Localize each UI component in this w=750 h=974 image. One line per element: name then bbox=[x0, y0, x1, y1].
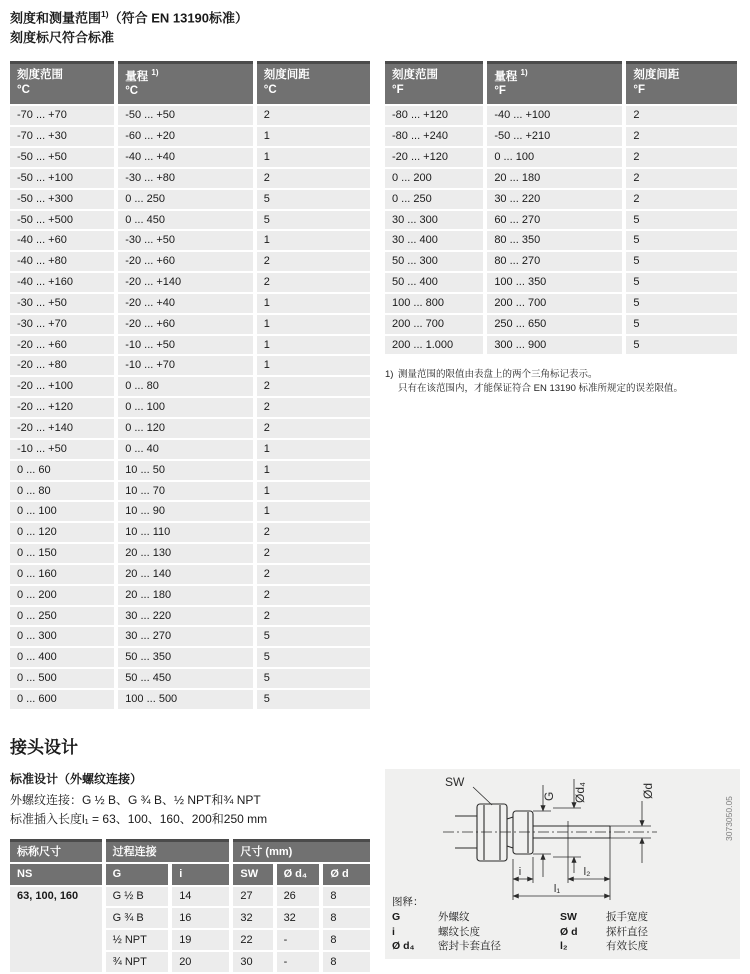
table-cell: -70 ... +30 bbox=[10, 126, 116, 147]
table-cell: 1 bbox=[255, 293, 370, 314]
table-cell: -10 ... +50 bbox=[116, 335, 255, 356]
table-row bbox=[10, 585, 370, 606]
table-row bbox=[10, 314, 370, 335]
table-cell: 30 bbox=[231, 951, 274, 973]
table-cell: 2 bbox=[255, 168, 370, 189]
table-cell: -60 ... +20 bbox=[116, 126, 255, 147]
table-cell: 1 bbox=[255, 501, 370, 522]
col-header-measuring-range: 量程 $^{1)}$ °F bbox=[485, 62, 624, 105]
table-cell: 2 bbox=[255, 397, 370, 418]
table-cell: 5 bbox=[624, 251, 737, 272]
table-row bbox=[385, 105, 737, 126]
table-cell: G ½ B bbox=[104, 886, 171, 908]
table-cell: 0 ... 120 bbox=[10, 522, 116, 543]
table-cell: 5 bbox=[255, 210, 370, 231]
table-cell: -20 ... +60 bbox=[116, 251, 255, 272]
table-row bbox=[10, 564, 370, 585]
table-cell: 0 ... 300 bbox=[10, 626, 116, 647]
table-cell: 2 bbox=[624, 189, 737, 210]
table-row bbox=[10, 668, 370, 689]
table-cell: -40 ... +40 bbox=[116, 147, 255, 168]
table-cell: 100 ... 350 bbox=[485, 272, 624, 293]
table-cell: 2 bbox=[255, 418, 370, 439]
fahrenheit-column bbox=[385, 61, 737, 396]
table-cell: 50 ... 450 bbox=[116, 668, 255, 689]
table-cell: 100 ... 800 bbox=[385, 293, 485, 314]
table-cell: 8 bbox=[321, 951, 370, 973]
connection-text-and-table bbox=[10, 771, 370, 974]
table-cell: -20 ... +40 bbox=[116, 293, 255, 314]
table-cell: 8 bbox=[321, 886, 370, 908]
sub-header-g: G bbox=[104, 863, 171, 885]
page-title-text: 刻度和测量范围 bbox=[10, 10, 102, 26]
table-cell: -30 ... +50 bbox=[116, 230, 255, 251]
table-cell: 200 ... 700 bbox=[485, 293, 624, 314]
table-cell: -20 ... +140 bbox=[116, 272, 255, 293]
table-cell: -20 ... +60 bbox=[10, 335, 116, 356]
table-row bbox=[10, 168, 370, 189]
table-row bbox=[10, 606, 370, 627]
legend-item: i 螺纹长度 bbox=[392, 925, 480, 938]
section-heading-connection-design: 接头设计 bbox=[10, 737, 78, 757]
table-cell: -30 ... +70 bbox=[10, 314, 116, 335]
group-header-process-connection: 过程连接 bbox=[104, 841, 232, 864]
table-row bbox=[10, 886, 370, 908]
celsius-table-wrap bbox=[10, 61, 370, 711]
table-cell: 10 ... 50 bbox=[116, 460, 255, 481]
table-cell: 2 bbox=[255, 522, 370, 543]
table-cell: 22 bbox=[231, 929, 274, 951]
table-row bbox=[10, 272, 370, 293]
table-cell: -30 ... +80 bbox=[116, 168, 255, 189]
legend-item: SW 扳手宽度 bbox=[560, 911, 648, 924]
celsius-header-row bbox=[10, 62, 370, 105]
drawing-label-l1: l₁ bbox=[553, 882, 561, 895]
table-row bbox=[385, 251, 737, 272]
legend-item: Ø d 探杆直径 bbox=[560, 925, 648, 938]
table-cell: 1 bbox=[255, 439, 370, 460]
table-cell: 2 bbox=[255, 543, 370, 564]
table-cell: -50 ... +100 bbox=[10, 168, 116, 189]
page-title-standard: （符合 EN 13190标准） bbox=[108, 10, 249, 26]
table-row bbox=[10, 210, 370, 231]
table-row bbox=[10, 626, 370, 647]
drawing-panel bbox=[385, 769, 740, 959]
table-cell: 20 ... 140 bbox=[116, 564, 255, 585]
sub-header-sw: SW bbox=[231, 863, 274, 885]
table-cell: 300 ... 900 bbox=[485, 335, 624, 356]
standard-design-subheading: 标准设计（外螺纹连接） bbox=[10, 771, 143, 786]
table-row bbox=[10, 126, 370, 147]
table-cell: -20 ... +120 bbox=[385, 147, 485, 168]
table-cell: 60 ... 270 bbox=[485, 210, 624, 231]
legend-column-1 bbox=[392, 910, 560, 953]
table-row bbox=[10, 418, 370, 439]
table-row bbox=[10, 543, 370, 564]
table-row bbox=[10, 501, 370, 522]
col-header-scale-range: 刻度范围 °F bbox=[385, 62, 485, 105]
table-row bbox=[10, 335, 370, 356]
table-row bbox=[10, 230, 370, 251]
celsius-table bbox=[10, 61, 370, 711]
table-cell: -50 ... +50 bbox=[116, 105, 255, 126]
table-cell: 0 ... 80 bbox=[10, 481, 116, 502]
table-cell: -40 ... +60 bbox=[10, 230, 116, 251]
table-cell: 20 ... 180 bbox=[116, 585, 255, 606]
table-cell: -20 ... +60 bbox=[116, 314, 255, 335]
table-cell: 2 bbox=[255, 564, 370, 585]
table-cell: 0 ... 100 bbox=[116, 397, 255, 418]
table-cell: 5 bbox=[624, 230, 737, 251]
table-cell: 2 bbox=[255, 585, 370, 606]
drawing-label-l2: l₂ bbox=[583, 865, 591, 878]
table-cell: ½ NPT bbox=[104, 929, 171, 951]
table-cell: 0 ... 600 bbox=[10, 689, 116, 710]
table-cell: 5 bbox=[255, 647, 370, 668]
legend-title: 图释： bbox=[392, 895, 424, 908]
table-cell: 30 ... 300 bbox=[385, 210, 485, 231]
table-cell: 2 bbox=[255, 606, 370, 627]
table-cell: 0 ... 80 bbox=[116, 376, 255, 397]
table-row bbox=[10, 189, 370, 210]
table-cell: 30 ... 400 bbox=[385, 230, 485, 251]
table-cell: -20 ... +120 bbox=[10, 397, 116, 418]
fahrenheit-header-row bbox=[385, 62, 737, 105]
drawing-label-i: i bbox=[518, 865, 522, 878]
table-cell: 0 ... 150 bbox=[10, 543, 116, 564]
table-cell: 0 ... 120 bbox=[116, 418, 255, 439]
legend-item: l₂ 有效长度 bbox=[560, 940, 648, 953]
nominal-size-cell: 63, 100, 160 bbox=[10, 886, 104, 973]
part-number: 3073050.05 bbox=[724, 795, 734, 841]
table-cell: 26 bbox=[275, 886, 322, 908]
footnote-line-2: 只有在该范围内，才能保证符合 EN 13190 标准所规定的误差限值。 bbox=[398, 383, 684, 395]
table-cell: 2 bbox=[624, 147, 737, 168]
table-cell: 50 ... 400 bbox=[385, 272, 485, 293]
table-cell: 1 bbox=[255, 460, 370, 481]
dimensions-group-header-row bbox=[10, 841, 370, 864]
table-cell: 0 ... 450 bbox=[116, 210, 255, 231]
table-row bbox=[10, 251, 370, 272]
table-cell: 80 ... 350 bbox=[485, 230, 624, 251]
col-header-measuring-range: 量程 $^{1)}$ °C bbox=[116, 62, 255, 105]
table-row bbox=[385, 314, 737, 335]
table-cell: 20 bbox=[170, 951, 231, 973]
table-cell: 1 bbox=[255, 147, 370, 168]
table-cell: 100 ... 500 bbox=[116, 689, 255, 710]
table-cell: 0 ... 100 bbox=[10, 501, 116, 522]
table-cell: 32 bbox=[275, 907, 322, 929]
table-cell: -20 ... +100 bbox=[10, 376, 116, 397]
page-title-footnote-ref: 1) bbox=[101, 9, 109, 19]
table-cell: -70 ... +70 bbox=[10, 105, 116, 126]
table-cell: -50 ... +50 bbox=[10, 147, 116, 168]
table-cell: 30 ... 220 bbox=[116, 606, 255, 627]
table-cell: 16 bbox=[170, 907, 231, 929]
table-cell: 5 bbox=[255, 668, 370, 689]
table-row bbox=[385, 272, 737, 293]
table-cell: 0 ... 100 bbox=[485, 147, 624, 168]
table-cell: 1 bbox=[255, 355, 370, 376]
table-cell: 14 bbox=[170, 886, 231, 908]
insertion-length-line: 标准插入长度l₁ = 63、100、160、200和250 mm bbox=[10, 811, 268, 826]
col-header-scale-interval: 刻度间距 °C bbox=[255, 62, 370, 105]
thermowell-technical-drawing bbox=[385, 769, 740, 901]
table-cell: 5 bbox=[255, 626, 370, 647]
table-row bbox=[10, 147, 370, 168]
table-cell: -20 ... +140 bbox=[10, 418, 116, 439]
group-header-dimensions-mm: 尺寸 (mm) bbox=[231, 841, 370, 864]
table-cell: 20 ... 130 bbox=[116, 543, 255, 564]
footnote-marker: 1) bbox=[385, 369, 394, 381]
connection-design-row bbox=[10, 771, 737, 974]
table-cell: 5 bbox=[624, 272, 737, 293]
scale-tables-row bbox=[10, 61, 737, 711]
table-cell: 10 ... 110 bbox=[116, 522, 255, 543]
table-row bbox=[385, 168, 737, 189]
table-row bbox=[385, 230, 737, 251]
table-cell: 5 bbox=[624, 293, 737, 314]
celsius-table-body bbox=[10, 105, 370, 709]
legend-item: Ø d₄ 密封卡套直径 bbox=[392, 940, 501, 953]
table-row bbox=[10, 689, 370, 710]
table-cell: 0 ... 400 bbox=[10, 647, 116, 668]
table-row bbox=[385, 293, 737, 314]
dimensions-table bbox=[10, 839, 370, 974]
table-cell: 8 bbox=[321, 929, 370, 951]
table-cell: ¾ NPT bbox=[104, 951, 171, 973]
table-cell: 0 ... 60 bbox=[10, 460, 116, 481]
table-row bbox=[10, 460, 370, 481]
col-header-scale-range: 刻度范围 °C bbox=[10, 62, 116, 105]
table-cell: 20 ... 180 bbox=[485, 168, 624, 189]
table-cell: -80 ... +120 bbox=[385, 105, 485, 126]
table-row bbox=[385, 126, 737, 147]
table-row bbox=[10, 105, 370, 126]
table-cell: 0 ... 250 bbox=[10, 606, 116, 627]
table-cell: 1 bbox=[255, 126, 370, 147]
table-cell: 80 ... 270 bbox=[485, 251, 624, 272]
page-title bbox=[10, 8, 737, 28]
table-cell: 1 bbox=[255, 230, 370, 251]
sub-header-d4: Ø d₄ bbox=[275, 863, 322, 885]
table-cell: 2 bbox=[255, 105, 370, 126]
sub-header-ns: NS bbox=[10, 863, 104, 885]
table-cell: -40 ... +80 bbox=[10, 251, 116, 272]
table-cell: 2 bbox=[624, 126, 737, 147]
table-cell: -50 ... +500 bbox=[10, 210, 116, 231]
table-cell: 0 ... 40 bbox=[116, 439, 255, 460]
drawing-label-g: G bbox=[542, 791, 556, 801]
table-cell: 250 ... 650 bbox=[485, 314, 624, 335]
table-cell: -10 ... +70 bbox=[116, 355, 255, 376]
table-cell: 0 ... 250 bbox=[385, 189, 485, 210]
table-cell: 0 ... 250 bbox=[116, 189, 255, 210]
table-cell: -30 ... +50 bbox=[10, 293, 116, 314]
thread-types-line: 外螺纹连接：G ½ B、G ¾ B、½ NPT和¾ NPT bbox=[10, 792, 261, 807]
table-cell: 200 ... 700 bbox=[385, 314, 485, 335]
table-row bbox=[385, 147, 737, 168]
table-cell: - bbox=[275, 951, 322, 973]
sub-header-i: i bbox=[170, 863, 231, 885]
table-cell: 8 bbox=[321, 907, 370, 929]
table-cell: 2 bbox=[624, 105, 737, 126]
table-cell: 0 ... 160 bbox=[10, 564, 116, 585]
table-cell: 200 ... 1.000 bbox=[385, 335, 485, 356]
table-cell: 32 bbox=[231, 907, 274, 929]
table-cell: 1 bbox=[255, 314, 370, 335]
drawing-label-d: Ød bbox=[641, 782, 655, 799]
table-cell: 2 bbox=[624, 168, 737, 189]
group-header-nominal-size: 标称尺寸 bbox=[10, 841, 104, 864]
table-cell: 50 ... 350 bbox=[116, 647, 255, 668]
table-cell: -40 ... +100 bbox=[485, 105, 624, 126]
table-cell: 2 bbox=[255, 272, 370, 293]
table-cell: 2 bbox=[255, 251, 370, 272]
table-cell: 1 bbox=[255, 335, 370, 356]
table-cell: -40 ... +160 bbox=[10, 272, 116, 293]
table-row bbox=[10, 397, 370, 418]
table-row bbox=[10, 293, 370, 314]
table-cell: 5 bbox=[255, 689, 370, 710]
table-cell: G ¾ B bbox=[104, 907, 171, 929]
table-cell: 30 ... 270 bbox=[116, 626, 255, 647]
table-cell: -50 ... +210 bbox=[485, 126, 624, 147]
col-header-scale-interval: 刻度间距 °F bbox=[624, 62, 737, 105]
table-row bbox=[385, 335, 737, 356]
drawing-label-d4: Ød₄ bbox=[573, 781, 587, 803]
table-cell: 5 bbox=[624, 314, 737, 335]
table-cell: - bbox=[275, 929, 322, 951]
table-cell: 50 ... 300 bbox=[385, 251, 485, 272]
table-cell: -80 ... +240 bbox=[385, 126, 485, 147]
table-cell: 5 bbox=[255, 189, 370, 210]
dimensions-sub-header-row bbox=[10, 863, 370, 885]
table-cell: 19 bbox=[170, 929, 231, 951]
footnote-line-1: 1) 测量范围的限值由表盘上的两个三角标记表示。 bbox=[385, 369, 598, 381]
table-cell: 0 ... 500 bbox=[10, 668, 116, 689]
table-cell: 5 bbox=[624, 210, 737, 231]
table-cell: 1 bbox=[255, 481, 370, 502]
table-row bbox=[385, 210, 737, 231]
sub-header-d: Ø d bbox=[321, 863, 370, 885]
table-cell: 0 ... 200 bbox=[385, 168, 485, 189]
table-row bbox=[10, 376, 370, 397]
table-cell: 5 bbox=[624, 335, 737, 356]
table-cell: 30 ... 220 bbox=[485, 189, 624, 210]
table-cell: 10 ... 90 bbox=[116, 501, 255, 522]
page-subtitle: 刻度标尺符合标准 bbox=[10, 30, 115, 46]
table-row bbox=[10, 522, 370, 543]
table-row bbox=[10, 355, 370, 376]
table-cell: 27 bbox=[231, 886, 274, 908]
table-row bbox=[10, 439, 370, 460]
table-cell: 10 ... 70 bbox=[116, 481, 255, 502]
drawing-legend bbox=[392, 895, 736, 954]
table-cell: 2 bbox=[255, 376, 370, 397]
table-cell: -10 ... +50 bbox=[10, 439, 116, 460]
table-cell: -20 ... +80 bbox=[10, 355, 116, 376]
table-cell: -50 ... +300 bbox=[10, 189, 116, 210]
legend-item: G 外螺纹 bbox=[392, 911, 470, 924]
table-row bbox=[10, 481, 370, 502]
legend-column-2 bbox=[560, 910, 736, 953]
drawing-label-sw: SW bbox=[445, 774, 465, 789]
fahrenheit-table bbox=[385, 61, 737, 357]
table-row bbox=[10, 647, 370, 668]
table-row bbox=[385, 189, 737, 210]
table-cell: 0 ... 200 bbox=[10, 585, 116, 606]
fahrenheit-table-body bbox=[385, 105, 737, 355]
footnote bbox=[385, 368, 737, 396]
